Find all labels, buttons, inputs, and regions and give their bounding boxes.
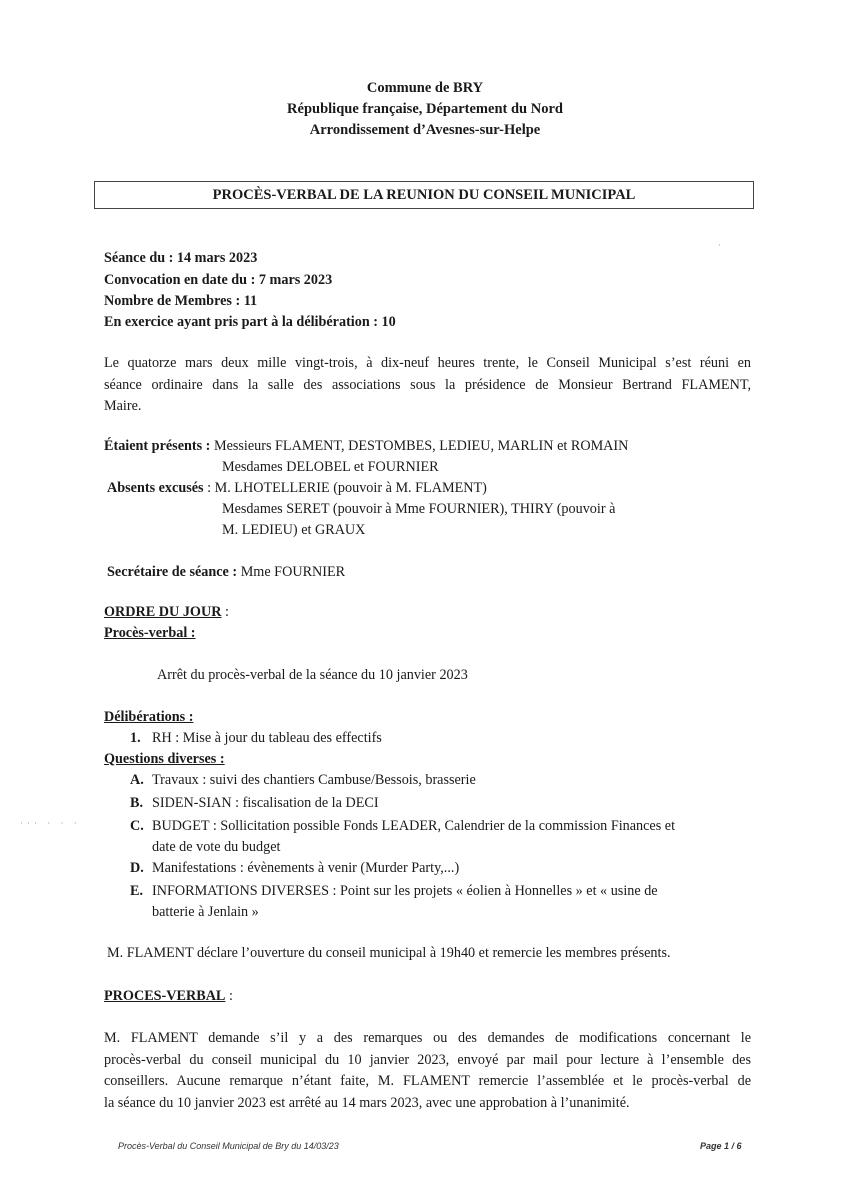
question-item <box>130 883 658 900</box>
nombre-membres: Nombre de Membres : 11 <box>104 293 258 309</box>
pv-item: Arrêt du procès-verbal de la séance du 10 janvier 2023 <box>157 667 468 683</box>
secretaire-line <box>107 564 345 581</box>
ordre-heading-text: ORDRE DU JOUR <box>104 604 222 620</box>
absents-line <box>107 480 487 497</box>
intro-line: Maire. <box>104 398 142 414</box>
question-item <box>130 860 459 877</box>
question-letter: B. <box>130 795 144 811</box>
presents-label: Étaient présents : <box>104 438 211 454</box>
commune-name: Commune de BRY <box>366 80 484 96</box>
deliberations-heading: Délibérations : <box>104 709 194 725</box>
question-text: Travaux : suivi des chantiers Cambuse/Bessois, brasserie <box>152 772 476 788</box>
question-text: BUDGET : Sollicitation possible Fonds LEADER, Calendrier de la commission Finances et <box>152 818 676 834</box>
intro-line: Le quatorze mars deux mille vingt-trois, à dix-neuf heures trente, le Conseil Municipal s’est réuni en <box>104 355 751 371</box>
question-item <box>130 818 675 835</box>
deliberation-number: 1. <box>130 730 141 746</box>
deliberation-text: RH : Mise à jour du tableau des effectifs <box>152 730 382 746</box>
title-box <box>94 181 754 209</box>
question-text: INFORMATIONS DIVERSES : Point sur les projets « éolien à Honnelles » et « usine de <box>152 883 658 899</box>
margin-dots: ··· · · · <box>20 818 81 828</box>
questions-diverses-heading: Questions diverses : <box>104 751 225 767</box>
pv-section-heading <box>104 988 233 1005</box>
absents-first: : M. LHOTELLERIE (pouvoir à M. FLAMENT) <box>203 480 487 496</box>
secretaire-label: Secrétaire de séance : <box>107 564 238 580</box>
absents-mesdames: Mesdames SERET (pouvoir à Mme FOURNIER), THIRY (pouvoir à <box>222 501 616 517</box>
intro-paragraph <box>104 353 751 418</box>
arrondissement-line: Arrondissement d’Avesnes-sur-Helpe <box>309 122 541 138</box>
question-text-continued: batterie à Jenlain » <box>152 904 259 920</box>
question-letter: E. <box>130 883 144 899</box>
document-title: PROCÈS-VERBAL DE LA REUNION DU CONSEIL MUNICIPAL <box>212 187 636 203</box>
intro-line: séance ordinaire dans la salle des associations sous la présidence de Monsieur Bertrand FLAMENT, <box>104 376 751 393</box>
question-letter: A. <box>130 772 144 788</box>
en-exercice: En exercice ayant pris part à la délibération : 10 <box>104 314 396 330</box>
question-text: SIDEN-SIAN : fiscalisation de la DECI <box>152 795 379 811</box>
pv-line: M. FLAMENT demande s’il y a des remarques ou des demandes de modifications concernant le <box>104 1030 751 1046</box>
presents-messieurs: Messieurs FLAMENT, DESTOMBES, LEDIEU, MARLIN et ROMAIN <box>210 438 629 454</box>
absents-ledieu: M. LEDIEU) et GRAUX <box>222 522 366 538</box>
secretaire-value: Mme FOURNIER <box>237 564 346 580</box>
question-item <box>130 772 476 789</box>
page-number: Page 1 / 6 <box>700 1141 742 1151</box>
pv-section-heading-suffix: : <box>225 988 233 1004</box>
question-letter: D. <box>130 860 144 876</box>
seance-date: Séance du : 14 mars 2023 <box>104 250 258 266</box>
question-text-continued: date de vote du budget <box>152 839 281 855</box>
pv-line: la séance du 10 janvier 2023 est arrêté au 14 mars 2023, avec une approbation à l’unanimité. <box>104 1094 630 1111</box>
ordre-heading-suffix: : <box>221 604 229 620</box>
question-text: Manifestations : évènements à venir (Murder Party,...) <box>152 860 460 876</box>
pv-subheading: Procès-verbal : <box>104 625 196 641</box>
question-item <box>130 795 379 812</box>
pv-line: conseillers. Aucune remarque n’étant faite, M. FLAMENT remercie l’assemblée et le procès-verbal de <box>104 1073 751 1089</box>
presents-mesdames: Mesdames DELOBEL et FOURNIER <box>222 459 439 475</box>
footer-left: Procès-Verbal du Conseil Municipal de Bry du 14/03/23 <box>118 1141 339 1151</box>
scan-speck: · <box>718 240 721 250</box>
republique-line: République française, Département du Nord <box>287 101 563 117</box>
ordre-du-jour-heading <box>104 604 229 621</box>
ouverture-sentence: M. FLAMENT déclare l’ouverture du conseil municipal à 19h40 et remercie les membres présents. <box>107 945 671 961</box>
deliberation-item <box>130 730 382 747</box>
pv-section-paragraph <box>104 1028 751 1114</box>
pv-section-heading-text: PROCES-VERBAL <box>104 988 226 1004</box>
presents-line <box>104 438 628 455</box>
absents-label: Absents excusés <box>107 480 204 496</box>
convocation-date: Convocation en date du : 7 mars 2023 <box>104 272 333 288</box>
question-letter: C. <box>130 818 144 834</box>
pv-line: procès-verbal du conseil municipal du 10 janvier 2023, envoyé par mail pour lecture à l’ensemble des <box>104 1051 751 1068</box>
